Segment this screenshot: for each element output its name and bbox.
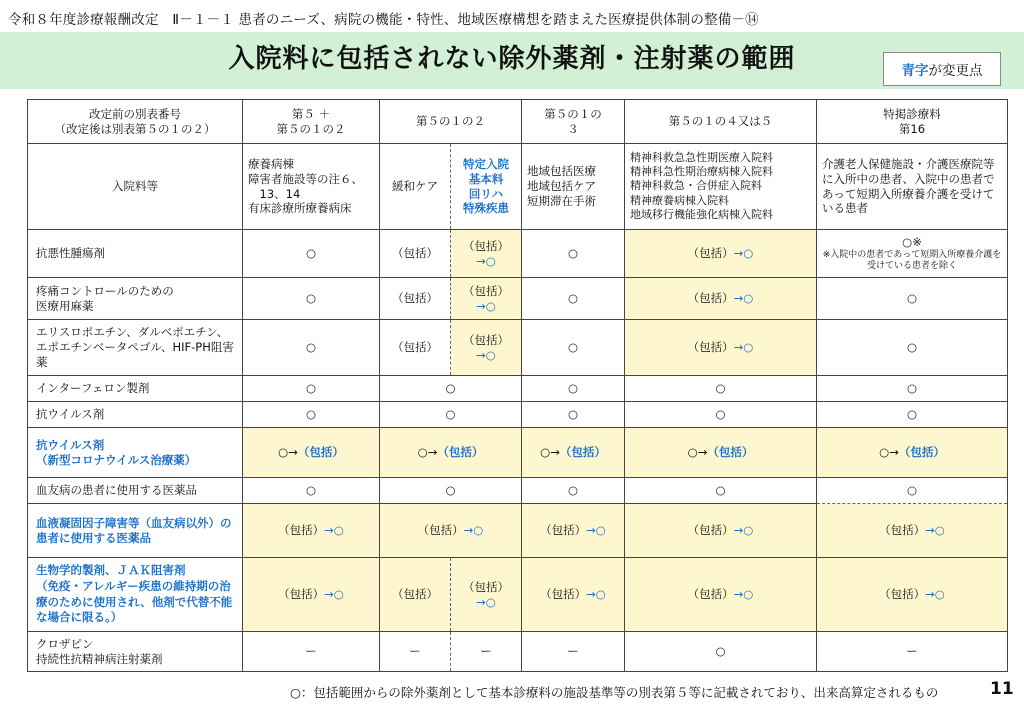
cell-circle: ○ <box>243 478 380 504</box>
cell-circle-to-included <box>522 428 625 478</box>
cell-incl-text: （包括） <box>687 291 734 306</box>
cell-circle: ○ <box>380 478 522 504</box>
cell-circle-arrow: ○→ <box>417 445 438 460</box>
cell-arrow-circle: →○ <box>476 594 496 609</box>
cell-circle: ○ <box>522 278 625 320</box>
cell-included-to-circle <box>625 230 817 278</box>
row-label-clozapine: クロザピン 持続性抗精神病注射薬剤 <box>28 632 243 672</box>
ward-col-5-1-4-5: 精神科救急急性期医療入院料 精神科急性期治療病棟入院料 精神科救急・合併症入院料 精神療養病棟入院料 地域移行機能強化病棟入院料 <box>625 144 817 230</box>
page-number: 11 <box>990 679 1014 699</box>
legend-blue-text: 青字 <box>901 63 929 79</box>
cell-included-to-circle <box>522 504 625 558</box>
ward-col-5-1-3: 地域包括医療 地域包括ケア 短期滞在手術 <box>522 144 625 230</box>
cell-circle: ○ <box>243 402 380 428</box>
row-label-antiviral-covid: 抗ウイルス剤 （新型コロナウイルス治療薬） <box>28 428 243 478</box>
cell-incl-blue: （包括） <box>297 445 344 460</box>
cell-circle: ○ <box>243 376 380 402</box>
cell-dash: ー <box>522 632 625 672</box>
cell-dash: ー <box>817 632 1008 672</box>
cell-circle-arrow: ○→ <box>687 445 708 460</box>
cell-arrow-circle: →○ <box>925 587 945 602</box>
cell-circle: ○ <box>817 278 1008 320</box>
cell-incl-text: （包括） <box>278 587 325 602</box>
cell-arrow-circle: →○ <box>586 587 606 602</box>
cell-circle: ○ <box>243 278 380 320</box>
header-col-5-1-2: 第５の１の２ <box>380 100 522 144</box>
cell-included-to-circle <box>625 320 817 376</box>
cell-incl-text: （包括） <box>687 340 734 355</box>
short-stay-note: ※入院中の患者であって短期入所療養介護を受けている患者を除く <box>822 249 1002 271</box>
cell-incl-text: （包括） <box>540 587 587 602</box>
cell-circle: ○ <box>817 478 1008 504</box>
cell-circle: ○ <box>522 230 625 278</box>
cell-arrow-circle: →○ <box>324 523 344 538</box>
cell-incl-text: （包括） <box>463 579 509 594</box>
cell-included: （包括） <box>380 230 451 278</box>
cell-included-to-circle <box>243 504 380 558</box>
ward-col-5-plus: 療養病棟 障害者施設等の注６、 13、14 有床診療所療養病床 <box>243 144 380 230</box>
cell-circle: ○ <box>625 402 817 428</box>
cell-incl-blue: （包括） <box>559 445 606 460</box>
cell-included-to-circle <box>243 558 380 632</box>
row-label-coagulation: 血液凝固因子障害等（血友病以外）の患者に使用する医薬品 <box>28 504 243 558</box>
cell-circle: ○ <box>625 478 817 504</box>
cell-circle: ○ <box>522 402 625 428</box>
cell-circle: ○ <box>380 376 522 402</box>
cell-included-to-circle <box>817 504 1008 558</box>
header-col-5-plus: 第５ ＋ 第５の１の２ <box>243 100 380 144</box>
cell-incl-text: （包括） <box>879 587 926 602</box>
cell-circle: ○ <box>817 320 1008 376</box>
cell-incl-text: （包括） <box>417 523 464 538</box>
cell-circle: ○ <box>243 320 380 376</box>
cell-arrow-circle: →○ <box>733 291 754 306</box>
cell-circle-to-included <box>243 428 380 478</box>
cell-incl-text: （包括） <box>463 238 509 253</box>
cell-arrow-circle: →○ <box>463 523 484 538</box>
cell-circle-note-mark: ○※ <box>902 234 922 249</box>
cell-arrow-circle: →○ <box>925 523 945 538</box>
cell-included-to-circle <box>380 504 522 558</box>
cell-circle-arrow: ○→ <box>879 445 899 460</box>
cell-incl-text: （包括） <box>687 523 734 538</box>
cell-incl-text: （包括） <box>687 587 734 602</box>
cell-circle: ○ <box>625 632 817 672</box>
cell-arrow-circle: →○ <box>733 246 754 261</box>
row-label-erythropoietin: エリスロポエチン、ダルベポエチン、エポエチンベータペゴル、HIF-PH阻害薬 <box>28 320 243 376</box>
header-old-table-no: 改定前の別表番号 （改定後は別表第５の１の２） <box>28 100 243 144</box>
page-title: 入院料に包括されない除外薬剤・注射薬の範囲 <box>228 44 796 74</box>
row-label-antineoplastic: 抗悪性腫瘍剤 <box>28 230 243 278</box>
cell-circle-to-included <box>380 428 522 478</box>
cell-included-to-circle <box>817 558 1008 632</box>
cell-incl-blue: （包括） <box>898 445 945 460</box>
cell-included: （包括） <box>380 278 451 320</box>
cell-incl-text: （包括） <box>463 332 509 347</box>
header-col-16: 特掲診療料 第16 <box>817 100 1008 144</box>
cell-circle: ○ <box>522 376 625 402</box>
cell-included-to-circle <box>625 278 817 320</box>
cell-arrow-circle: →○ <box>476 253 496 268</box>
cell-included-to-circle <box>451 278 522 320</box>
cell-circle: ○ <box>522 320 625 376</box>
cell-circle-note <box>817 230 1008 278</box>
cell-arrow-circle: →○ <box>476 347 496 362</box>
cell-incl-text: （包括） <box>463 283 509 298</box>
cell-included: （包括） <box>380 558 451 632</box>
cell-included-to-circle <box>451 320 522 376</box>
row-label-biologics: 生物学的製剤、ＪＡＫ阻害剤 （免疫・アレルギー疾患の維持期の治療のために使用され、他剤で代替不能な場合に限る。） <box>28 558 243 632</box>
cell-arrow-circle: →○ <box>586 523 606 538</box>
cell-dash: ー <box>451 632 522 672</box>
cell-arrow-circle: →○ <box>476 298 496 313</box>
cell-incl-text: （包括） <box>879 523 926 538</box>
row-label-interferon: インターフェロン製剤 <box>28 376 243 402</box>
cell-dash: ー <box>380 632 451 672</box>
cell-incl-text: （包括） <box>687 246 734 261</box>
row-label-opioid: 疼痛コントロールのための 医療用麻薬 <box>28 278 243 320</box>
ward-col-16: 介護老人保健施設・介護医療院等に入所中の患者、入院中の患者であって短期入所療養介護を受けている患者 <box>817 144 1008 230</box>
breadcrumb: 令和８年度診療報酬改定 Ⅱ－１－１ 患者のニーズ、病院の機能・特性、地域医療構想を踏まえた医療提供体制の整備－⑭ <box>8 12 759 28</box>
cell-included-to-circle <box>451 230 522 278</box>
cell-included: （包括） <box>380 320 451 376</box>
cell-circle: ○ <box>817 402 1008 428</box>
cell-circle: ○ <box>625 376 817 402</box>
cell-circle-arrow: ○→ <box>540 445 560 460</box>
cell-circle-to-included <box>817 428 1008 478</box>
row-label-hemophilia: 血友病の患者に使用する医薬品 <box>28 478 243 504</box>
change-legend <box>883 52 1001 86</box>
cell-circle: ○ <box>243 230 380 278</box>
cell-circle: ○ <box>817 376 1008 402</box>
footnote: ○：包括範囲からの除外薬剤として基本診療料の施設基準等の別表第５等に記載されており、出来高算定されるもの <box>290 685 939 700</box>
header-col-5-1-3: 第５の１の ３ <box>522 100 625 144</box>
legend-rest-text: が変更点 <box>928 63 983 79</box>
ward-specific-inpatient: 特定入院 基本料 回リハ 特殊疾患 <box>451 144 522 230</box>
header-col-5-1-4-5: 第５の１の４又は５ <box>625 100 817 144</box>
cell-included-to-circle <box>625 504 817 558</box>
cell-circle-to-included <box>625 428 817 478</box>
cell-arrow-circle: →○ <box>733 523 754 538</box>
cell-incl-blue: （包括） <box>437 445 484 460</box>
cell-arrow-circle: →○ <box>733 587 754 602</box>
cell-included-to-circle <box>451 558 522 632</box>
cell-circle: ○ <box>380 402 522 428</box>
cell-arrow-circle: →○ <box>324 587 344 602</box>
cell-incl-text: （包括） <box>278 523 325 538</box>
ward-row-label: 入院料等 <box>28 144 243 230</box>
cell-circle: ○ <box>522 478 625 504</box>
cell-dash: ー <box>243 632 380 672</box>
cell-circle-arrow: ○→ <box>278 445 298 460</box>
ward-palliative: 緩和ケア <box>380 144 451 230</box>
cell-incl-blue: （包括） <box>707 445 754 460</box>
cell-included-to-circle <box>522 558 625 632</box>
cell-arrow-circle: →○ <box>733 340 754 355</box>
cell-included-to-circle <box>625 558 817 632</box>
exclusion-drug-table <box>27 99 1008 672</box>
cell-incl-text: （包括） <box>540 523 587 538</box>
row-label-antiviral: 抗ウイルス剤 <box>28 402 243 428</box>
